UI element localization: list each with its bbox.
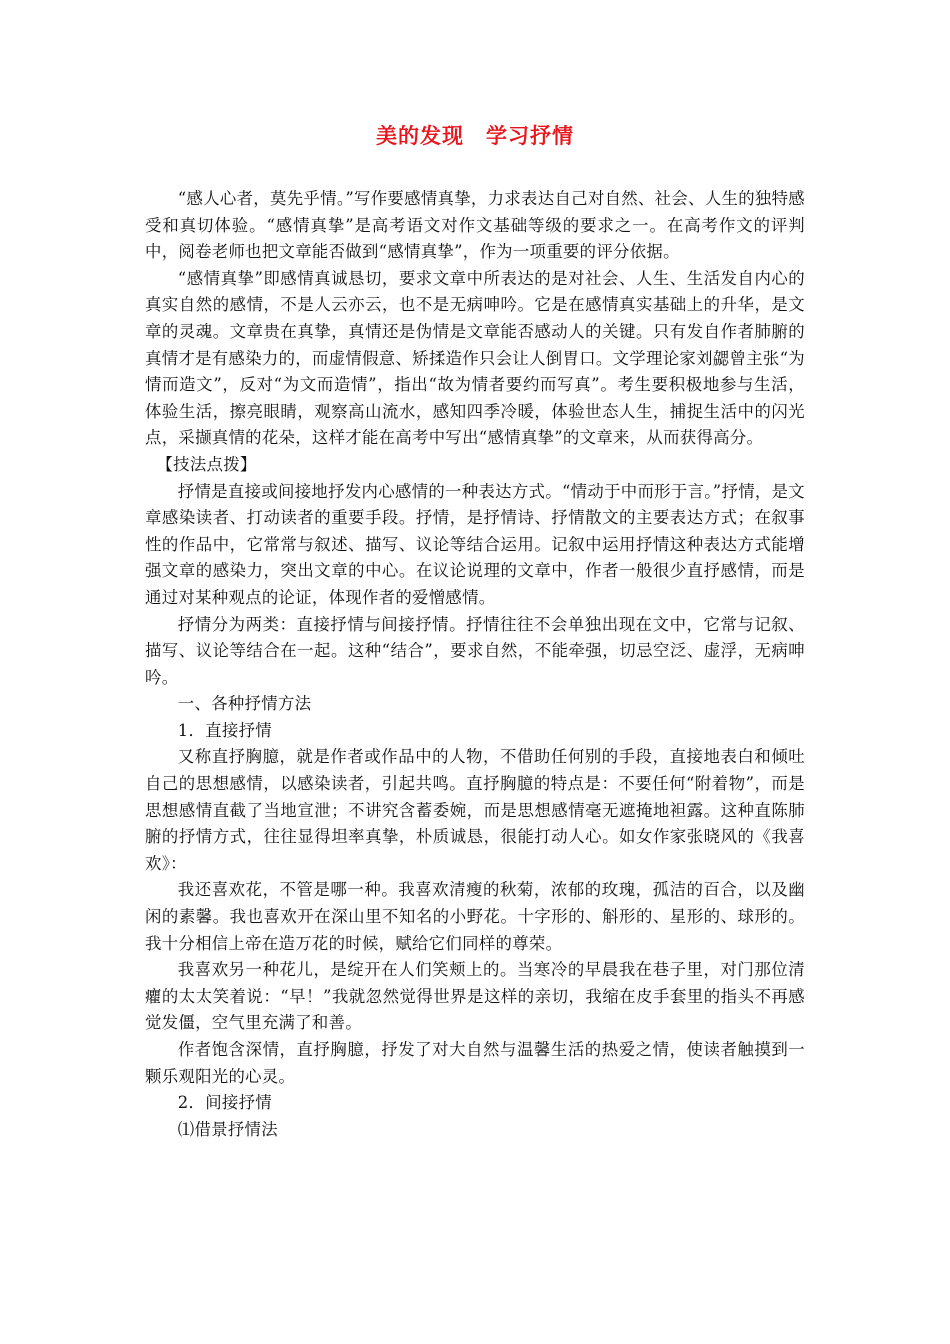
paragraph-quote-smile: 我喜欢另一种花儿，是绽开在人们笑颊上的。当寒冷的早晨我在巷子里，对门那位清癯的太太笑着说：“早！”我就忽然觉得世界是这样的亲切，我缩在皮手套里的指头不再感觉发僵，空气里充满了和善。 [145, 960, 805, 1033]
subheading-direct-lyric: 1．直接抒情 [177, 720, 272, 740]
paragraph-sincere-emotion: “感情真挚”即感情真诚恳切，要求文章中所表达的是对社会、人生、生活发自内心的真实自然的感情，不是人云亦云，也不是无病呻吟。它是在感情真实基础上的升华，是文章的灵魂。文章贵在真挚，真情还是伪情是文章能否感动人的关键。只有发自作者肺腑的真情才是有感染力的，而虚情假意、矫揉造作只会让人倒胃口。文学理论家刘勰曾主张“为情而造文”，反对“为文而造情”，指出“故为情者要约而写真”。考生要积极地参与生活，体验生活，擦亮眼睛，观察高山流水，感知四季冷暖，体验世态人生，捕捉生活中的闪光点，采撷真情的花朵，这样才能在高考中写出“感情真挚”的文章来，从而获得高分。 [145, 268, 805, 448]
paragraph-quote-flowers: 我还喜欢花，不管是哪一种。我喜欢清瘦的秋菊，浓郁的玫瑰，孤洁的百合，以及幽闲的素馨。我也喜欢开在深山里不知名的小野花。十字形的、斛形的、星形的、球形的。我十分相信上帝在造万花的时候，赋给它们同样的尊荣。 [145, 880, 805, 953]
paragraph-intro: “感人心者，莫先乎情。”写作要感情真挚，力求表达自己对自然、社会、人生的独特感受和真切体验。“感情真挚”是高考语文对作文基础等级的要求之一。在高考作文的评判中，阅卷老师也把文章能否做到“感情真挚”，作为一项重要的评分依据。 [145, 189, 805, 262]
paragraph-lyric-definition: 抒情是直接或间接地抒发内心感情的一种表达方式。“情动于中而形于言。”抒情，是文章感染读者、打动读者的重要手段。抒情，是抒情诗、抒情散文的主要表达方式；在叙事性的作品中，它常常与叙述、描写、议论等结合运用。记叙中运用抒情这种表达方式能增强文章的感染力，突出文章的中心。在议论说理的文章中，作者一般很少直抒感情，而是通过对某种观点的论证，体现作者的爱憎感情。 [145, 481, 805, 607]
document-page [145, 118, 805, 1143]
subheading-indirect-lyric: 2．间接抒情 [177, 1093, 272, 1113]
section-heading-technique: 【技法点拨】 [156, 454, 257, 474]
subheading-scene-lyric: ⑴借景抒情法 [177, 1119, 278, 1139]
paragraph-direct-lyric: 又称直抒胸臆，就是作者或作品中的人物，不借助任何别的手段，直接地表白和倾吐自己的思想感情，以感染读者，引起共鸣。直抒胸臆的特点是：不要任何“附着物”，而是思想感情直截了当地宣泄；不讲究含蓄委婉，而是思想感情毫无遮掩地袒露。这种直陈肺腑的抒情方式，往往显得坦率真挚，朴质诚恳，很能打动人心。如女作家张晓风的《我喜欢》： [145, 747, 805, 873]
paragraph-analysis: 作者饱含深情，直抒胸臆，抒发了对大自然与温馨生活的热爱之情，使读者触摸到一颗乐观阳光的心灵。 [145, 1040, 805, 1086]
document-title: 美的发现 学习抒情 [376, 124, 574, 148]
paragraph-lyric-types: 抒情分为两类：直接抒情与间接抒情。抒情往往不会单独出现在文中，它常与记叙、描写、议论等结合在一起。这种“结合”，要求自然，不能牵强，切忌空泛、虚浮，无病呻吟。 [145, 614, 805, 687]
section-heading-methods: 一、各种抒情方法 [177, 694, 312, 714]
